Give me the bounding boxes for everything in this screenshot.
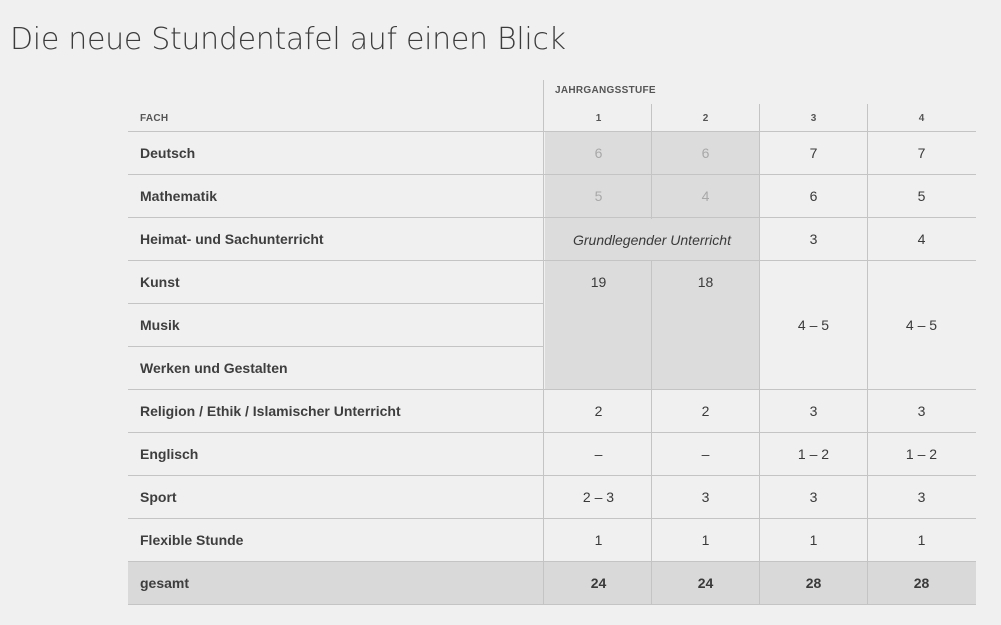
cell: 1 — [809, 532, 818, 548]
total-cell: 28 — [913, 575, 930, 591]
cell: 5 — [917, 188, 926, 204]
grade-header-2: 2 — [702, 112, 709, 124]
grade-header-1: 1 — [595, 112, 602, 124]
grundlegender-total-grade-2: 18 — [697, 274, 714, 290]
total-cell: 24 — [697, 575, 714, 591]
subject-deutsch: Deutsch — [140, 145, 196, 161]
total-cell: 28 — [805, 575, 822, 591]
subject-englisch: Englisch — [140, 446, 199, 462]
grade-header-3: 3 — [810, 112, 817, 124]
cell: 4 – 5 — [797, 317, 830, 333]
cell: 3 — [809, 403, 818, 419]
cell: – — [701, 446, 710, 462]
cell: 1 – 2 — [797, 446, 830, 462]
rule-partial — [760, 260, 976, 261]
cell: 3 — [701, 489, 710, 505]
cell: 3 — [917, 489, 926, 505]
subject-sport: Sport — [140, 489, 177, 505]
cell: 4 — [917, 231, 926, 247]
cell: 1 – 2 — [905, 446, 938, 462]
page-title: Die neue Stundentafel auf einen Blick — [10, 22, 566, 57]
cell: 2 — [594, 403, 603, 419]
cell: – — [594, 446, 603, 462]
cell: 7 — [917, 145, 926, 161]
subject-flexible-stunde: Flexible Stunde — [140, 532, 244, 548]
cell: 1 — [917, 532, 926, 548]
cell: 2 – 3 — [582, 489, 615, 505]
subject-religion: Religion / Ethik / Islamischer Unterricht — [140, 403, 401, 419]
grundlegender-total-grade-1: 19 — [590, 274, 607, 290]
cell: 3 — [809, 489, 818, 505]
subject-gesamt: gesamt — [140, 575, 190, 591]
subject-header: FACH — [140, 112, 169, 124]
cell: 2 — [701, 403, 710, 419]
subject-heimat-und-sachunterricht: Heimat- und Sachunterricht — [140, 231, 324, 247]
cell: 6 — [594, 145, 603, 161]
cell: 1 — [701, 532, 710, 548]
grade-header-4: 4 — [918, 112, 925, 124]
subject-kunst: Kunst — [140, 274, 180, 290]
cell: 6 — [809, 188, 818, 204]
rule — [128, 604, 976, 605]
grundlegender-unterricht-label: Grundlegender Unterricht — [545, 219, 759, 260]
cell: 6 — [701, 145, 710, 161]
cell: 7 — [809, 145, 818, 161]
total-cell: 24 — [590, 575, 607, 591]
cell: 4 — [701, 188, 710, 204]
cell: 4 – 5 — [905, 317, 938, 333]
subject-musik: Musik — [140, 317, 180, 333]
rule-partial — [128, 303, 544, 304]
cell: 3 — [917, 403, 926, 419]
cell: 5 — [594, 188, 603, 204]
group-header: JAHRGANGSSTUFE — [555, 85, 656, 96]
subject-mathematik: Mathematik — [140, 188, 218, 204]
cell: 1 — [594, 532, 603, 548]
rule-vertical — [543, 80, 544, 604]
cell: 3 — [809, 231, 818, 247]
subject-werken-und-gestalten: Werken und Gestalten — [140, 360, 288, 376]
